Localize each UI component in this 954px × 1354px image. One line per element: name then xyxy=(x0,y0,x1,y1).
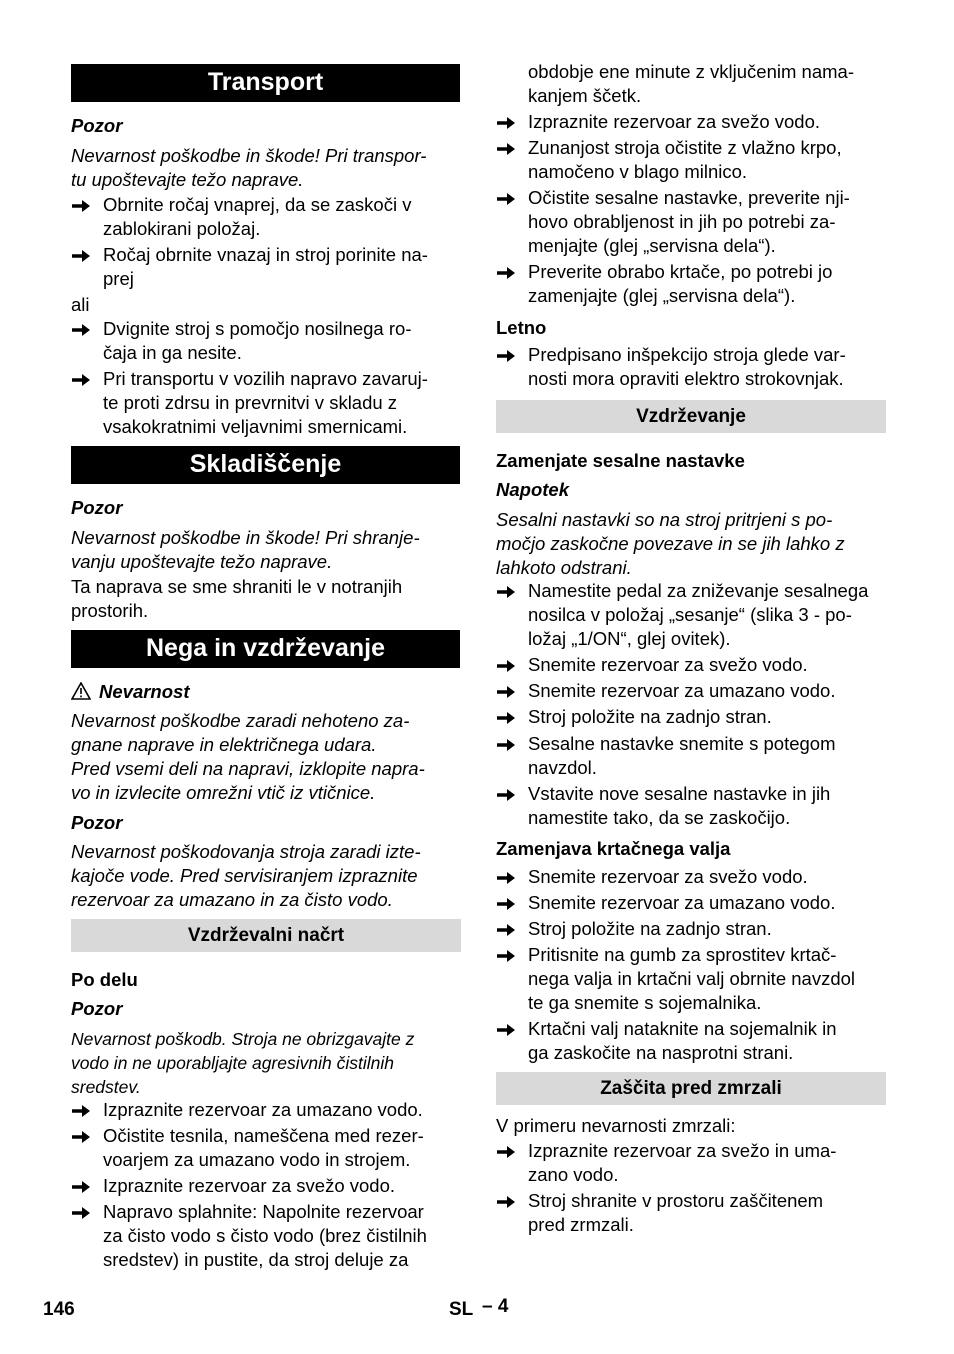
note-label: Napotek xyxy=(496,479,569,500)
text-line: tu upoštevajte težo naprave. xyxy=(71,169,304,190)
text-line: Snemite rezervoar za svežo vodo. xyxy=(528,866,808,887)
bullet-item xyxy=(71,243,461,291)
arrow-right-icon xyxy=(71,1098,93,1118)
text-line: Krtačni valj nataknite na sojemalnik in xyxy=(528,1018,837,1039)
pozor-label: Pozor xyxy=(71,812,123,833)
text-line: Vstavite nove sesalne nastavke in jih xyxy=(528,783,831,804)
arrow-right-icon xyxy=(71,1124,93,1144)
arrow-right-icon xyxy=(496,110,518,130)
text-line: Napravo splahnite: Napolnite rezervoar xyxy=(103,1201,424,1222)
frost-text: V primeru nevarnosti zmrzali: xyxy=(496,1115,736,1136)
text-line: Pred vsemi deli na napravi, izklopite napra- xyxy=(71,758,425,779)
arrow-right-icon xyxy=(496,1189,518,1209)
text-line: zablokirani položaj. xyxy=(103,218,261,239)
arrow-right-icon xyxy=(496,1139,518,1159)
text-line: zamenjajte (glej „servisna dela“). xyxy=(528,285,796,306)
arrow-right-icon xyxy=(496,732,518,752)
text-line: Dvignite stroj s pomočjo nosilnega ro- xyxy=(103,318,412,339)
text-line: Ta naprava se sme shraniti le v notranjih xyxy=(71,576,403,597)
bullet-item xyxy=(496,579,886,651)
arrow-right-icon xyxy=(496,1017,518,1037)
text-line: močjo zaskočne povezave in se jih lahko z xyxy=(496,533,845,554)
text-line: voarjem za umazano vodo in strojem. xyxy=(103,1149,411,1170)
pozor-label: Pozor xyxy=(71,998,123,1019)
text-line: Nevarnost poškodbe zaradi nehoteno za- xyxy=(71,710,410,731)
text-line: ložaj „1/ON“, glej ovitek). xyxy=(528,628,731,649)
section-title-care: Nega in vzdrževanje xyxy=(71,630,460,668)
text-line: Sesalni nastavki so na stroj pritrjeni s po- xyxy=(496,509,833,530)
arrow-right-icon xyxy=(496,343,518,363)
text-line: Izpraznite rezervoar za umazano vodo. xyxy=(103,1099,423,1120)
arrow-right-icon xyxy=(496,917,518,937)
arrow-right-icon xyxy=(496,679,518,699)
text-line: Predpisano inšpekcijo stroja glede var- xyxy=(528,344,846,365)
subsection-title-frost: Zaščita pred zmrzali xyxy=(496,1072,886,1105)
text-line: zano vodo. xyxy=(528,1164,619,1185)
bullet-item xyxy=(496,1139,886,1187)
arrow-right-icon xyxy=(496,186,518,206)
text-line: nosti mora opraviti elektro strokovnjak. xyxy=(528,368,844,389)
bullet-item xyxy=(496,679,886,703)
arrow-right-icon xyxy=(496,943,518,963)
text-line: obdobje ene minute z vključenim nama- xyxy=(528,61,854,82)
text-line: Nevarnost poškodbe in škode! Pri transpor- xyxy=(71,145,427,166)
danger-label: Nevarnost xyxy=(71,680,461,706)
bullet-item xyxy=(71,193,461,241)
text-line: Stroj položite na zadnjo stran. xyxy=(528,706,772,727)
warning-text xyxy=(71,840,461,912)
bullet-item xyxy=(71,1124,461,1172)
text-line: vsakokratnimi veljavnimi smernicami. xyxy=(103,416,408,437)
text-line: te proti zdrsu in prevrnitvi v skladu z xyxy=(103,392,398,413)
bullet-item xyxy=(496,891,886,915)
warning-text xyxy=(71,1027,461,1099)
text-line: čaja in ga nesite. xyxy=(103,342,242,363)
section-title-storage: Skladiščenje xyxy=(71,446,460,484)
pozor-label: Pozor xyxy=(71,115,123,136)
bullet-item xyxy=(496,1017,886,1065)
text-line: vodo in ne uporabljajte agresivnih čistilnih xyxy=(71,1053,394,1073)
page-number: 146 xyxy=(43,1299,75,1320)
text-line: sredstev. xyxy=(71,1077,141,1097)
text-line: Stroj shranite v prostoru zaščitenem xyxy=(528,1190,824,1211)
note-text xyxy=(496,508,886,580)
bullet-item xyxy=(496,260,886,308)
arrow-right-icon xyxy=(496,705,518,725)
bullet-item xyxy=(71,367,461,439)
text-line: Snemite rezervoar za umazano vodo. xyxy=(528,680,836,701)
text-line: Nevarnost poškodovanja stroja zaradi izte- xyxy=(71,841,421,862)
text-line: kajoče vode. Pred servisiranjem izpraznite xyxy=(71,865,418,886)
subheading-valja: Zamenjava krtačnega valja xyxy=(496,838,731,859)
bullet-item xyxy=(496,343,886,391)
text-line: kanjem ščetk. xyxy=(528,85,642,106)
text-line: prej xyxy=(103,268,134,289)
arrow-right-icon xyxy=(71,243,93,263)
text-line: menjajte (glej „servisna dela“). xyxy=(528,235,776,256)
continued-text xyxy=(528,60,886,108)
subsection-title-plan: Vzdrževalni načrt xyxy=(71,919,461,952)
text-line: vanju upoštevajte težo naprave. xyxy=(71,551,333,572)
text-line: za čisto vodo s čisto vodo (brez čistilnih xyxy=(103,1225,427,1246)
text-line: nosilca v položaj „sesanje“ (slika 3 - po- xyxy=(528,604,852,625)
text-line: namočeno v blago milnico. xyxy=(528,161,748,182)
or-text: ali xyxy=(71,294,90,315)
language-code: SL xyxy=(449,1299,474,1320)
text-line: Ročaj obrnite vnazaj in stroj porinite na- xyxy=(103,244,428,265)
arrow-right-icon xyxy=(496,136,518,156)
text-line: rezervoar za umazano in za čisto vodo. xyxy=(71,889,393,910)
bullet-item xyxy=(71,1200,461,1272)
pozor-label: Pozor xyxy=(71,497,123,518)
arrow-right-icon xyxy=(496,260,518,280)
text-line: gnane naprave in električnega udara. xyxy=(71,734,377,755)
text-line: ga zaskočite na nasprotni strani. xyxy=(528,1042,794,1063)
text-line: nega valja in krtačni valj obrnite navzdol xyxy=(528,968,856,989)
text-line: Izpraznite rezervoar za svežo vodo. xyxy=(103,1175,396,1196)
arrow-right-icon xyxy=(71,1174,93,1194)
text-line: Snemite rezervoar za umazano vodo. xyxy=(528,892,836,913)
danger-text xyxy=(71,709,461,805)
arrow-right-icon xyxy=(71,367,93,387)
bullet-item xyxy=(496,1189,886,1237)
subheading-po-delu: Po delu xyxy=(71,969,138,990)
arrow-right-icon xyxy=(496,782,518,802)
text-line: vo in izvlecite omrežni vtič iz vtičnice. xyxy=(71,782,376,803)
text-line: Pri transportu v vozilih napravo zavaruj- xyxy=(103,368,428,389)
text-line: Snemite rezervoar za svežo vodo. xyxy=(528,654,808,675)
warning-triangle-icon xyxy=(71,682,91,706)
text-line: Očistite sesalne nastavke, preverite nji- xyxy=(528,187,850,208)
bullet-item xyxy=(496,943,886,1015)
arrow-right-icon xyxy=(496,579,518,599)
bullet-item xyxy=(496,186,886,258)
text-line: sredstev) in pustite, da stroj deluje za xyxy=(103,1249,409,1270)
arrow-right-icon xyxy=(71,317,93,337)
arrow-right-icon xyxy=(71,1200,93,1220)
bullet-item xyxy=(496,110,886,134)
warning-text xyxy=(71,526,461,574)
arrow-right-icon xyxy=(496,891,518,911)
text-line: Izpraznite rezervoar za svežo in uma- xyxy=(528,1140,837,1161)
text-line: Preverite obrabo krtače, po potrebi jo xyxy=(528,261,833,282)
text-line: Izpraznite rezervoar za svežo vodo. xyxy=(528,111,821,132)
bullet-item xyxy=(496,917,886,941)
subheading-nastavke: Zamenjate sesalne nastavke xyxy=(496,450,745,471)
subheading-letno: Letno xyxy=(496,317,547,338)
bullet-item xyxy=(71,1098,461,1122)
text-line: navzdol. xyxy=(528,757,597,778)
text-line: pred zrmzali. xyxy=(528,1214,634,1235)
text-line: Obrnite ročaj vnaprej, da se zaskoči v xyxy=(103,194,412,215)
bullet-item xyxy=(496,705,886,729)
warning-text xyxy=(71,144,461,192)
storage-text xyxy=(71,575,461,623)
text-line: hovo obrabljenost in jih po potrebi za- xyxy=(528,211,836,232)
bullet-item xyxy=(496,865,886,889)
text-line: Očistite tesnila, nameščena med rezer- xyxy=(103,1125,424,1146)
text-line: lahkoto odstrani. xyxy=(496,557,632,578)
text-line: Nevarnost poškodbe in škode! Pri shranje- xyxy=(71,527,420,548)
text-line: te ga snemite s sojemalnika. xyxy=(528,992,762,1013)
text-line: Sesalne nastavke snemite s potegom xyxy=(528,733,836,754)
arrow-right-icon xyxy=(71,193,93,213)
bullet-item xyxy=(496,136,886,184)
section-title-transport: Transport xyxy=(71,64,460,102)
bullet-item xyxy=(496,782,886,830)
text-line: Zunanjost stroja očistite z vlažno krpo, xyxy=(528,137,842,158)
text-line: prostorih. xyxy=(71,600,149,621)
subsection-title-maintenance: Vzdrževanje xyxy=(496,400,886,433)
text-line: Nevarnost poškodb. Stroja ne obrizgavajte z xyxy=(71,1029,415,1049)
page-reference: – 4 xyxy=(482,1296,509,1317)
arrow-right-icon xyxy=(496,865,518,885)
text-line: namestite tako, da se zaskočijo. xyxy=(528,807,791,828)
arrow-right-icon xyxy=(496,653,518,673)
text-line: Stroj položite na zadnjo stran. xyxy=(528,918,772,939)
text-line: Pritisnite na gumb za sprostitev krtač- xyxy=(528,944,837,965)
bullet-item xyxy=(71,317,461,365)
bullet-item xyxy=(496,653,886,677)
bullet-item xyxy=(496,732,886,780)
text-line: Namestite pedal za zniževanje sesalnega xyxy=(528,580,869,601)
bullet-item xyxy=(71,1174,461,1198)
